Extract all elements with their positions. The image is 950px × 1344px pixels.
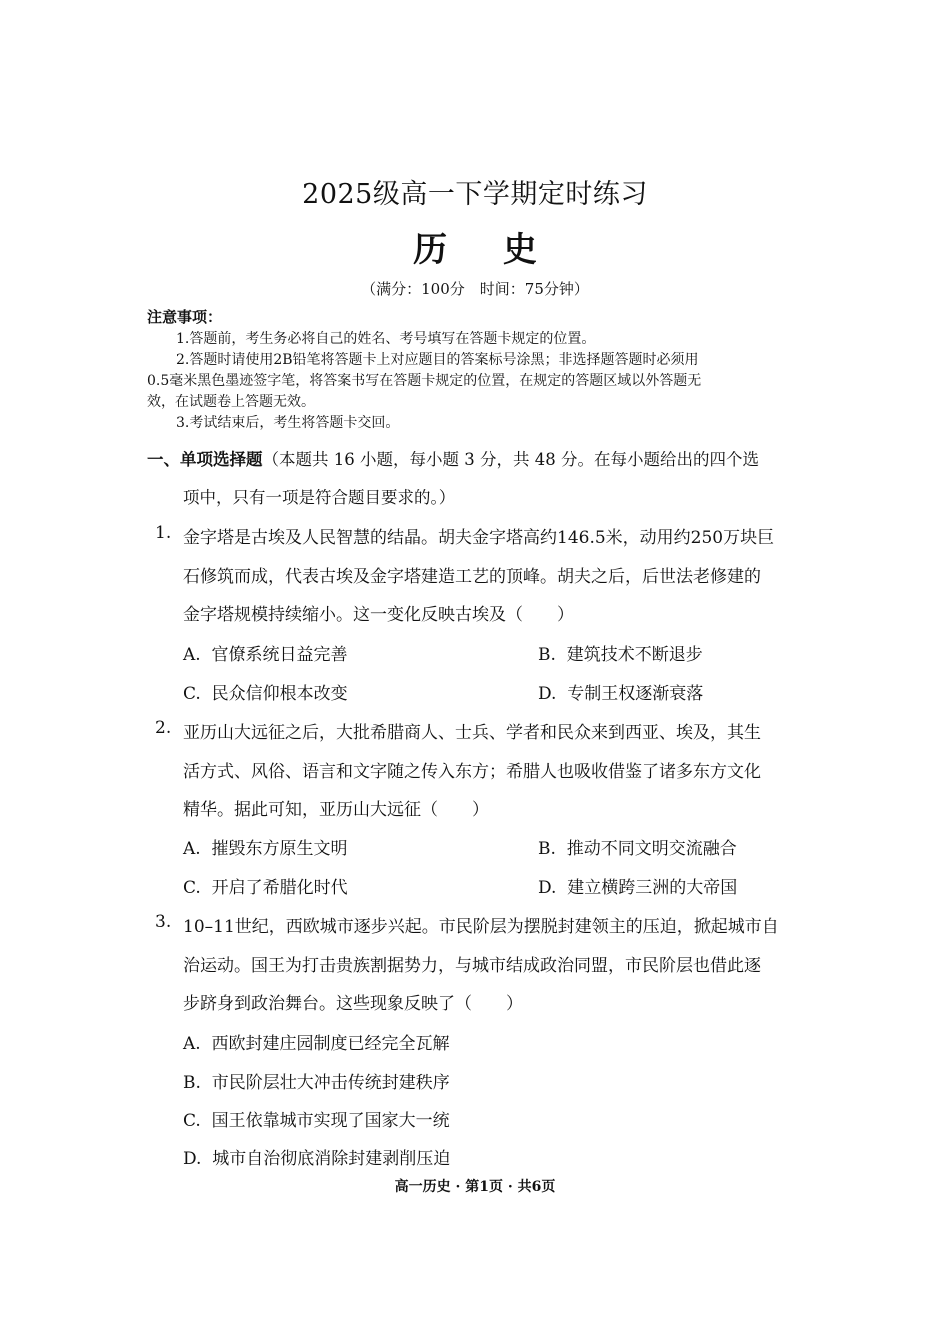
option-text: 建筑技术不断退步 — [566, 645, 703, 665]
option-b — [183, 1068, 450, 1093]
page-footer: 高一历史 · 第1页 · 共6页 — [394, 1179, 556, 1195]
option-text: 民众信仰根本改变 — [211, 684, 348, 704]
option-a — [183, 834, 348, 859]
notice-line: 0.5毫米黑色墨迹签字笔，将答案书写在答题卡规定的位置，在规定的答题区域以外答题无 — [147, 373, 702, 389]
option-d — [538, 679, 703, 704]
option-c — [183, 873, 348, 898]
option-text: 国王依靠城市实现了国家大一统 — [211, 1111, 450, 1131]
option-text: 专制王权逐渐衰落 — [567, 684, 704, 704]
option-text: 市民阶层壮大冲击传统封建秩序 — [211, 1073, 450, 1093]
exam-title: 2025级高一下学期定时练习 — [302, 179, 648, 210]
question-text-line: 精华。据此可知，亚历山大远征（ ） — [183, 800, 489, 820]
option-letter: D. — [538, 684, 557, 704]
option-text: 开启了希腊化时代 — [211, 878, 348, 898]
option-d — [538, 873, 737, 898]
option-letter: B. — [538, 839, 556, 859]
option-letter: D. — [538, 878, 557, 898]
option-text: 西欧封建庄园制度已经完全瓦解 — [211, 1034, 450, 1054]
subject-title: 历 史 — [413, 230, 559, 270]
question-text-line: 10–11世纪，西欧城市逐步兴起。市民阶层为摆脱封建领主的压迫，掀起城市自 — [183, 917, 779, 937]
section-title: 一、单项选择题 — [147, 450, 263, 469]
option-text: 建立横跨三洲的大帝国 — [567, 878, 738, 898]
question-number: 3. — [155, 912, 172, 932]
question-text-line: 治运动。国王为打击贵族割据势力，与城市结成政治同盟，市民阶层也借此逐 — [183, 956, 761, 976]
notice-line: 2.答题时请使用2B铅笔将答题卡上对应题目的答案标号涂黑；非选择题答题时必须用 — [176, 352, 699, 368]
question-text-line: 金字塔规模持续缩小。这一变化反映古埃及（ ） — [183, 605, 574, 625]
option-text: 摧毁东方原生文明 — [211, 839, 348, 859]
section-desc-continued: 项中，只有一项是符合题目要求的。） — [183, 488, 456, 507]
option-letter: A. — [183, 1034, 201, 1054]
question-text-line: 金字塔是古埃及人民智慧的结晶。胡夫金字塔高约146.5米，动用约250万块巨 — [183, 528, 775, 548]
option-letter: C. — [183, 684, 201, 704]
exam-meta: （满分：100分 时间：75分钟） — [361, 280, 589, 298]
option-b — [538, 640, 703, 665]
option-c — [183, 1106, 450, 1131]
notice-line: 效，在试题卷上答题无效。 — [147, 394, 315, 410]
option-text: 官僚系统日益完善 — [211, 645, 348, 665]
option-a — [183, 640, 348, 665]
option-d — [183, 1144, 450, 1169]
option-letter: B. — [183, 1073, 201, 1093]
option-letter: A. — [183, 645, 201, 665]
question-number: 1. — [155, 523, 172, 543]
option-letter: B. — [538, 645, 556, 665]
option-b — [538, 834, 737, 859]
notice-line: 1.答题前，考生务必将自己的姓名、考号填写在答题卡规定的位置。 — [176, 331, 596, 347]
option-letter: C. — [183, 1111, 201, 1131]
option-letter: D. — [183, 1149, 202, 1169]
option-text: 城市自治彻底消除封建剥削压迫 — [212, 1149, 451, 1169]
question-text-line: 步跻身到政治舞台。这些现象反映了（ ） — [183, 994, 523, 1014]
question-number: 2. — [155, 718, 172, 738]
question-text-line: 活方式、风俗、语言和文字随之传入东方；希腊人也吸收借鉴了诸多东方文化 — [183, 762, 761, 782]
question-text-line: 石修筑而成，代表古埃及金字塔建造工艺的顶峰。胡夫之后，后世法老修建的 — [183, 567, 761, 587]
option-c — [183, 679, 348, 704]
option-letter: A. — [183, 839, 201, 859]
option-text: 推动不同文明交流融合 — [566, 839, 737, 859]
option-a — [183, 1029, 450, 1054]
section-heading — [147, 446, 759, 470]
section-desc: （本题共 16 小题，每小题 3 分，共 48 分。在每小题给出的四个选 — [262, 450, 759, 469]
option-letter: C. — [183, 878, 201, 898]
notice-heading: 注意事项： — [147, 308, 223, 326]
question-text-line: 亚历山大远征之后，大批希腊商人、士兵、学者和民众来到西亚、埃及，其生 — [183, 723, 761, 743]
notice-line: 3.考试结束后，考生将答题卡交回。 — [176, 415, 400, 431]
